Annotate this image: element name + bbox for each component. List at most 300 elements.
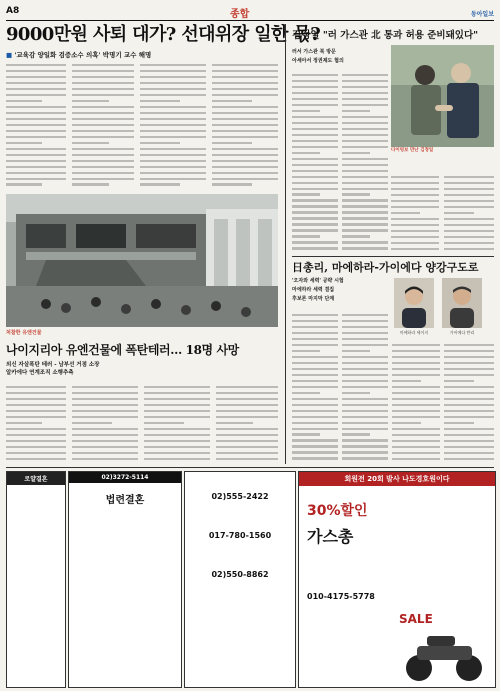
bombing-body-col1 (6, 382, 66, 464)
text-line (216, 398, 278, 400)
text-line (444, 356, 494, 358)
text-line (292, 74, 338, 76)
text-line (392, 416, 440, 418)
text-line (292, 416, 338, 418)
text-line (212, 154, 278, 156)
bombed-building-illustration (6, 194, 278, 327)
text-line (342, 320, 388, 322)
text-line (444, 416, 494, 418)
text-line (342, 241, 388, 243)
text-line (140, 64, 206, 66)
text-line (292, 398, 338, 400)
text-line (212, 70, 278, 72)
text-line (292, 362, 338, 364)
text-line (342, 211, 388, 213)
text-line (6, 142, 42, 144)
text-line (342, 398, 388, 400)
text-line (6, 160, 66, 162)
text-line (392, 422, 421, 424)
text-line (342, 80, 388, 82)
text-line (292, 241, 338, 243)
text-line (144, 404, 210, 406)
text-line (342, 416, 388, 418)
text-line (342, 229, 388, 231)
bombing-subhead: 외신 자살폭탄 테러 - 남부선 거점 소장 알카에다 연계조직 소행추측 (6, 362, 100, 376)
text-line (140, 106, 206, 108)
ad-phone-3: 02)550-8862 (211, 570, 269, 579)
text-line (444, 368, 494, 370)
text-line (444, 206, 494, 208)
text-line (342, 92, 388, 94)
main-headline: 9000만원 사퇴 대가? 선대위장 일한 몫? (6, 24, 321, 45)
text-line (72, 392, 138, 394)
text-line (292, 247, 338, 249)
text-line (140, 130, 206, 132)
text-line (391, 176, 439, 178)
text-line (6, 172, 66, 174)
text-line (444, 386, 494, 388)
text-line (292, 122, 338, 124)
bombing-body-col4 (216, 382, 278, 464)
text-line (140, 70, 206, 72)
text-line (6, 106, 66, 108)
interview-body-col4 (444, 172, 494, 255)
text-line (342, 182, 388, 184)
page-header (6, 4, 494, 21)
text-line (212, 136, 278, 138)
text-line (444, 344, 494, 346)
text-line (342, 422, 388, 424)
text-line (391, 248, 439, 250)
text-line (392, 446, 440, 448)
text-line (216, 416, 278, 418)
text-line (72, 136, 134, 138)
text-line (6, 64, 66, 66)
text-line (342, 98, 388, 100)
text-line (342, 338, 388, 340)
text-line (140, 172, 206, 174)
text-line (342, 205, 388, 207)
text-line (216, 446, 278, 448)
text-line (6, 94, 66, 96)
text-line (292, 326, 338, 328)
text-line (342, 74, 388, 76)
text-line (212, 160, 278, 162)
text-line (72, 88, 134, 90)
text-line (292, 320, 338, 322)
text-line (6, 422, 42, 424)
text-line (212, 166, 278, 168)
text-line (342, 314, 388, 316)
text-line (392, 380, 421, 382)
text-line (6, 166, 66, 168)
bombed-building-photo (6, 194, 278, 327)
text-line (72, 422, 112, 424)
text-line (444, 194, 494, 196)
interview-subhead: 러서 가스관 북 방문 아세아서 정권제도 협의 (292, 49, 344, 64)
text-line (444, 392, 494, 394)
text-line (292, 332, 338, 334)
text-line (6, 386, 66, 388)
text-line (140, 118, 206, 120)
text-line (342, 86, 388, 88)
text-line (6, 398, 66, 400)
text-line (292, 152, 320, 154)
text-line (342, 110, 370, 112)
text-line (444, 422, 474, 424)
text-line (216, 392, 278, 394)
text-line (6, 416, 66, 418)
text-line (72, 434, 138, 436)
ad-gas-gun[interactable] (298, 471, 496, 688)
text-line (392, 458, 440, 460)
newspaper-page (6, 4, 494, 687)
text-line (144, 398, 210, 400)
text-line (292, 451, 338, 453)
text-line (212, 148, 278, 150)
text-line (292, 457, 338, 459)
text-line (342, 235, 370, 237)
text-line (444, 236, 494, 238)
text-line (144, 410, 210, 412)
text-line (216, 434, 278, 436)
text-line (212, 94, 278, 96)
text-line (144, 416, 210, 418)
text-line (292, 356, 338, 358)
text-line (216, 452, 278, 454)
text-line (342, 217, 388, 219)
text-line (444, 410, 494, 412)
text-line (6, 183, 42, 185)
text-line (6, 392, 66, 394)
text-line (6, 404, 66, 406)
text-line (292, 164, 338, 166)
text-line (144, 458, 210, 460)
text-line (140, 166, 206, 168)
text-line (342, 199, 388, 201)
text-line (391, 206, 439, 208)
text-line (144, 440, 210, 442)
text-line (140, 100, 180, 102)
text-line (140, 76, 206, 78)
text-line (212, 88, 278, 90)
text-line (140, 178, 206, 180)
ad-gas-contact: 010-4175-5778 (307, 592, 375, 601)
text-line (72, 183, 109, 185)
text-line (391, 218, 439, 220)
text-line (140, 94, 206, 96)
main-body-col2 (72, 60, 134, 190)
text-line (212, 172, 278, 174)
text-line (72, 148, 134, 150)
text-line (391, 194, 439, 196)
portrait-right (442, 278, 482, 328)
text-line (216, 386, 278, 388)
text-line (140, 82, 206, 84)
text-line (144, 434, 210, 436)
text-line (140, 148, 206, 150)
text-line (216, 428, 278, 430)
text-line (342, 451, 388, 453)
text-line (292, 235, 320, 237)
text-line (392, 344, 440, 346)
text-line (342, 404, 388, 406)
text-line (444, 230, 494, 232)
text-line (292, 380, 338, 382)
text-line (342, 176, 388, 178)
text-line (292, 428, 338, 430)
text-line (144, 446, 210, 448)
text-line (6, 154, 66, 156)
text-line (72, 154, 134, 156)
text-line (292, 223, 338, 225)
text-line (342, 193, 370, 195)
text-line (292, 110, 320, 112)
ad-bike-sale: SALE (399, 612, 433, 626)
text-line (391, 230, 439, 232)
text-line (444, 176, 494, 178)
text-line (6, 130, 66, 132)
portrait-left (394, 278, 434, 328)
text-line (72, 94, 134, 96)
text-line (6, 124, 66, 126)
text-line (72, 160, 134, 162)
photo-caption: 처참한 유엔건물 (6, 330, 42, 336)
ad-phone-listings[interactable] (184, 471, 296, 688)
text-line (72, 178, 134, 180)
text-line (391, 200, 439, 202)
text-line (342, 439, 388, 441)
text-line (72, 142, 109, 144)
text-line (144, 392, 210, 394)
text-line (391, 224, 439, 226)
bombing-body-col2 (72, 382, 138, 464)
text-line (342, 362, 388, 364)
text-line (292, 158, 338, 160)
text-line (212, 100, 252, 102)
text-line (72, 386, 138, 388)
story-separator (292, 256, 494, 257)
text-line (216, 410, 278, 412)
text-line (292, 104, 338, 106)
text-line (212, 178, 278, 180)
text-line (292, 217, 338, 219)
ad-bike-illustration (399, 628, 489, 683)
text-line (342, 344, 388, 346)
text-line (444, 434, 494, 436)
text-line (444, 362, 494, 364)
text-line (342, 158, 388, 160)
text-line (292, 433, 320, 435)
ad-phone-1: 02)555-2422 (211, 492, 269, 501)
text-line (342, 223, 388, 225)
text-line (72, 106, 134, 108)
text-line (342, 128, 388, 130)
text-line (392, 410, 440, 412)
text-line (6, 428, 66, 430)
text-line (444, 350, 494, 352)
text-line (292, 422, 338, 424)
text-line (392, 362, 440, 364)
text-line (6, 70, 66, 72)
text-line (140, 88, 206, 90)
text-line (292, 134, 338, 136)
bombing-headline: 나이지리아 유엔건물에 폭탄테러… 18명 사망 (6, 343, 239, 357)
text-line (292, 410, 338, 412)
ad-marriage[interactable] (68, 471, 182, 688)
text-line (292, 439, 338, 441)
text-line (444, 446, 494, 448)
text-line (292, 92, 338, 94)
text-line (72, 112, 134, 114)
text-line (140, 136, 206, 138)
text-line (444, 200, 494, 202)
japan-body-col3 (392, 340, 440, 464)
ad-gas-title: 가스총 (307, 527, 354, 546)
ad-left-column[interactable] (6, 471, 66, 688)
text-line (342, 104, 388, 106)
text-line (292, 229, 338, 231)
text-line (391, 182, 439, 184)
text-line (212, 82, 278, 84)
text-line (292, 182, 338, 184)
text-line (144, 386, 210, 388)
text-line (6, 136, 66, 138)
text-line (342, 164, 388, 166)
text-line (72, 398, 138, 400)
text-line (342, 428, 388, 430)
text-line (444, 374, 494, 376)
text-line (342, 247, 388, 249)
text-line (6, 76, 66, 78)
text-line (444, 440, 494, 442)
text-line (292, 338, 338, 340)
text-line (342, 122, 388, 124)
text-line (72, 410, 138, 412)
text-line (444, 458, 494, 460)
text-line (444, 242, 494, 244)
text-line (392, 368, 440, 370)
text-line (392, 356, 440, 358)
text-line (212, 106, 278, 108)
interview-body-col3 (391, 172, 439, 255)
text-line (444, 224, 494, 226)
text-line (292, 368, 338, 370)
text-line (292, 350, 320, 352)
text-line (6, 88, 66, 90)
text-line (392, 434, 440, 436)
bombing-body-col3 (144, 382, 210, 464)
text-line (342, 433, 370, 435)
japan-headline: 日총리, 마에하라-가이에다 양강구도로 (292, 261, 479, 274)
text-line (6, 440, 66, 442)
text-line (342, 445, 388, 447)
text-line (212, 130, 278, 132)
main-body-col1 (6, 60, 66, 190)
text-line (6, 100, 42, 102)
text-line (140, 124, 206, 126)
text-line (292, 445, 338, 447)
text-line (292, 128, 338, 130)
text-line (444, 248, 494, 250)
text-line (144, 422, 184, 424)
text-line (444, 212, 474, 214)
main-subhead: ■ '교육감 양일화 검증소수 의혹' 박명기 교수 해명 (6, 51, 152, 59)
text-line (292, 205, 338, 207)
text-line (292, 392, 320, 394)
text-line (342, 356, 388, 358)
text-line (342, 140, 388, 142)
text-line (72, 64, 134, 66)
text-line (342, 374, 388, 376)
text-line (72, 440, 138, 442)
text-line (216, 422, 253, 424)
text-line (342, 146, 388, 148)
text-line (342, 188, 388, 190)
text-line (292, 80, 338, 82)
text-line (6, 446, 66, 448)
text-line (391, 188, 439, 190)
text-line (292, 98, 338, 100)
text-line (72, 100, 109, 102)
text-line (72, 82, 134, 84)
text-line (342, 134, 388, 136)
ad-marriage-title: 법련결혼 (105, 495, 145, 506)
text-line (392, 392, 440, 394)
text-line (212, 76, 278, 78)
japan-body-col1 (292, 310, 338, 464)
text-line (292, 404, 338, 406)
publication-name: 동아일보 (470, 11, 494, 18)
text-line (72, 130, 134, 132)
text-line (342, 116, 388, 118)
japan-body-col4 (444, 340, 494, 464)
text-line (392, 374, 440, 376)
text-line (342, 392, 370, 394)
ad-left-title: 로얄결혼 (7, 472, 65, 485)
text-line (392, 386, 440, 388)
ad-marriage-phone: 02)3272-5114 (69, 472, 181, 483)
text-line (392, 404, 440, 406)
text-line (6, 434, 66, 436)
text-line (216, 440, 278, 442)
text-line (72, 166, 134, 168)
ad-phone-2: 017-780-1560 (208, 531, 272, 540)
text-line (216, 458, 278, 460)
text-line (292, 314, 338, 316)
text-line (392, 428, 440, 430)
text-line (72, 446, 138, 448)
interview-photo-caption: 다이빙보 만난 김정일 (391, 148, 434, 153)
leaders-handshake-illustration (391, 45, 494, 147)
text-line (391, 242, 439, 244)
text-line (444, 380, 474, 382)
text-line (444, 218, 494, 220)
ad-gas-discount: 30%할인 (307, 503, 368, 519)
text-line (144, 428, 210, 430)
text-line (6, 112, 66, 114)
text-line (444, 404, 494, 406)
text-line (292, 344, 338, 346)
text-line (342, 170, 388, 172)
text-line (392, 350, 440, 352)
main-body-col4 (212, 60, 278, 190)
text-line (72, 452, 138, 454)
text-line (212, 64, 278, 66)
column-divider (285, 24, 286, 464)
text-line (72, 428, 138, 430)
text-line (140, 154, 206, 156)
